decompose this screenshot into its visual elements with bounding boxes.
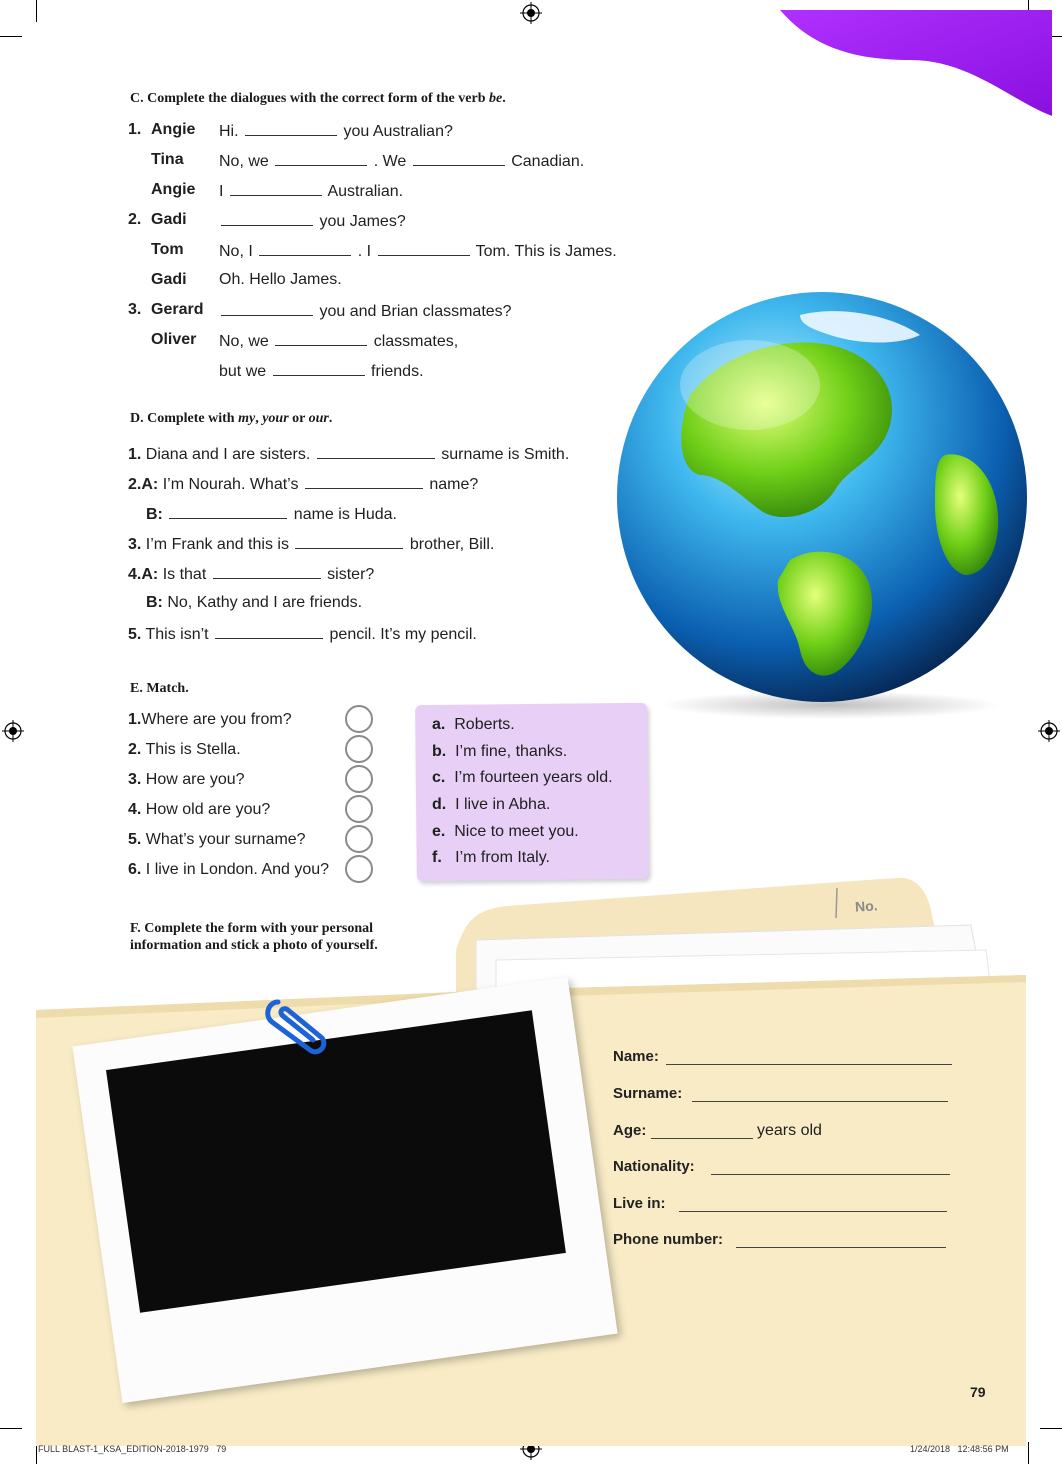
dialogue-text-part: No, we [219, 333, 269, 350]
heading-line: information and stick a photo of yourself. [130, 938, 378, 953]
match-question [128, 831, 306, 849]
heading-emphasis: your [262, 411, 289, 426]
answer-letter: f. [432, 849, 442, 866]
speaker-name: Gadi [151, 211, 187, 228]
exercise-text: brother, Bill. [409, 536, 495, 553]
exercise-text: Diana and I are sisters. [145, 446, 311, 463]
exercise-row [128, 534, 494, 554]
dialogue-text [219, 151, 584, 171]
section-e-heading: E. Match. [130, 681, 189, 696]
globe-image [600, 275, 1045, 720]
item-number: 5. [128, 831, 142, 848]
dialogue-text-part: I [219, 183, 224, 200]
live-in-label: Live in: [613, 1195, 666, 1212]
answer-letter: d. [432, 796, 447, 813]
heading-text: D. Complete with [130, 411, 239, 426]
match-answer [432, 796, 550, 814]
registration-mark-icon [520, 2, 542, 24]
answer-circle[interactable] [345, 765, 373, 793]
item-number: 3. [128, 301, 142, 318]
file-info: FULL BLAST-1_KSA_EDITION-2018-1979 79 [38, 1444, 227, 1454]
exercise-row [128, 444, 569, 464]
crop-mark [0, 36, 22, 37]
dialogue-text [219, 301, 512, 321]
item-number: 3. [128, 771, 142, 788]
heading-text: . [328, 411, 333, 426]
answer-blank[interactable] [213, 564, 321, 579]
answer-text: I live in Abha. [455, 796, 551, 813]
question-text: How old are you? [145, 801, 271, 818]
heading-emphasis: be [489, 91, 503, 106]
folder-tab-label: No. [854, 897, 879, 915]
match-answer [432, 823, 579, 841]
answer-letter: e. [432, 823, 446, 840]
print-timestamp: 1/24/2018 12:48:56 PM [910, 1444, 1009, 1454]
dialogue-text-part: Tom. This is James. [475, 243, 617, 260]
dialogue-text-part: you and Brian classmates? [319, 303, 512, 320]
surname-field[interactable] [692, 1101, 948, 1102]
photo-frame[interactable] [72, 977, 617, 1403]
match-question [128, 711, 292, 729]
dialogue-text-part: classmates, [373, 333, 459, 350]
dialogue-text-part: Canadian. [511, 153, 585, 170]
answer-blank[interactable] [230, 181, 322, 196]
answer-blank[interactable] [245, 121, 337, 136]
answer-letter: c. [432, 769, 446, 786]
match-answer [432, 716, 515, 734]
answer-circle[interactable] [345, 705, 373, 733]
dialogue-text-part: . We [373, 153, 407, 170]
item-number: 1. [128, 121, 142, 138]
crop-mark [0, 1428, 22, 1429]
heading-emphasis: my [238, 411, 256, 426]
dialogue-text [219, 361, 424, 381]
exercise-row [128, 564, 374, 584]
answer-blank[interactable] [259, 241, 351, 256]
dialogue-text-part: but we [219, 363, 267, 380]
answer-blank[interactable] [305, 474, 423, 489]
heading-text: C. Complete the dialogues with the correct form of the verb [130, 91, 489, 106]
dialogue-text [219, 241, 617, 261]
speaker-name: Oliver [151, 331, 197, 348]
dialogue-text [219, 181, 403, 201]
registration-mark-icon [2, 720, 24, 742]
speaker-name: Angie [151, 121, 196, 138]
dialogue-text-part: friends. [371, 363, 424, 380]
answer-blank[interactable] [378, 241, 470, 256]
item-number: 1. [128, 446, 142, 463]
dialogue-text-part: Hi. [219, 123, 239, 140]
match-question [128, 741, 241, 759]
answer-circle[interactable] [345, 825, 373, 853]
answer-text: I’m fourteen years old. [454, 769, 613, 786]
answer-blank[interactable] [317, 444, 435, 459]
match-answer [432, 849, 550, 867]
paper-clip-icon [258, 988, 338, 1068]
exercise-text: No, Kathy and I are friends. [167, 594, 363, 611]
phone-label: Phone number: [613, 1231, 724, 1248]
dialogue-text-part: No, we [219, 153, 269, 170]
dialogue-text [219, 211, 406, 231]
match-question [128, 801, 270, 819]
age-suffix: years old [757, 1122, 822, 1139]
speaker-name: Tina [151, 151, 184, 168]
question-text: I live in London. And you? [145, 861, 330, 878]
item-number: 2. [128, 211, 142, 228]
dialogue-text-part: you James? [319, 213, 406, 230]
exercise-text: I’m Nourah. What’s [162, 476, 299, 493]
registration-mark-icon [1038, 720, 1060, 742]
heading-text: . [502, 91, 506, 106]
answer-blank[interactable] [215, 624, 323, 639]
speaker-label: A: [141, 566, 159, 583]
item-number: 4. [128, 801, 142, 818]
speaker-label: B: [146, 506, 163, 523]
item-number: 4. [128, 566, 142, 583]
question-text: What’s your surname? [145, 831, 306, 848]
exercise-text: surname is Smith. [441, 446, 570, 463]
answer-circle[interactable] [345, 795, 373, 823]
dialogue-text: Oh. Hello James. [219, 271, 342, 288]
speaker-name: Tom [151, 241, 184, 258]
heading-text: or [288, 411, 309, 426]
purple-corner-tab [780, 0, 1062, 120]
question-text: This is Stella. [145, 741, 241, 758]
item-number: 1. [128, 711, 142, 728]
answer-blank[interactable] [221, 211, 313, 226]
speaker-name: Gerard [151, 301, 204, 318]
dialogue-text-part: Australian. [327, 183, 404, 200]
answer-blank[interactable] [295, 534, 403, 549]
nationality-field[interactable] [711, 1174, 950, 1175]
speaker-name: Gadi [151, 271, 187, 288]
dialogue-text-part: . I [357, 243, 372, 260]
answer-letter: a. [432, 716, 446, 733]
dialogue-text [219, 121, 453, 141]
exercise-row [146, 594, 362, 612]
heading-emphasis: our [308, 411, 329, 426]
item-number: 6. [128, 861, 142, 878]
answer-circle[interactable] [345, 735, 373, 763]
phone-field[interactable] [736, 1247, 946, 1248]
item-number: 2. [128, 476, 142, 493]
match-answer [432, 743, 567, 761]
section-c-heading [130, 91, 506, 107]
heading-text: , [255, 411, 263, 426]
age-label: Age: [613, 1122, 647, 1139]
question-text: Where are you from? [141, 711, 292, 728]
answer-text: Roberts. [454, 716, 515, 733]
question-text: How are you? [145, 771, 245, 788]
page-number: 79 [970, 1384, 986, 1400]
answer-blank[interactable] [275, 331, 367, 346]
answer-blank[interactable] [273, 361, 365, 376]
answer-blank[interactable] [221, 301, 313, 316]
item-number: 3. [128, 536, 142, 553]
heading-line: F. Complete the form with your personal [130, 921, 374, 936]
section-f-heading [130, 920, 378, 954]
answer-text: I’m from Italy. [455, 849, 550, 866]
speaker-label: A: [141, 476, 159, 493]
match-question [128, 771, 245, 789]
section-d-heading [130, 411, 332, 427]
crop-mark [36, 0, 37, 22]
exercise-row [128, 474, 478, 494]
exercise-text: Is that [162, 566, 207, 583]
answer-text: I’m fine, thanks. [455, 743, 568, 760]
match-answer [432, 769, 613, 787]
answer-letter: b. [432, 743, 447, 760]
name-label: Name: [613, 1048, 659, 1065]
exercise-text: name is Huda. [293, 506, 397, 523]
speaker-name: Angie [151, 181, 196, 198]
answer-blank[interactable] [275, 151, 367, 166]
name-field[interactable] [666, 1064, 952, 1065]
answer-blank[interactable] [169, 504, 287, 519]
exercise-text: I’m Frank and this is [145, 536, 289, 553]
dialogue-text-part: No, I [219, 243, 253, 260]
nationality-label: Nationality: [613, 1158, 695, 1175]
exercise-text: sister? [327, 566, 375, 583]
exercise-row [128, 624, 477, 644]
speaker-label: B: [146, 594, 163, 611]
exercise-text: name? [429, 476, 479, 493]
dialogue-text [219, 331, 458, 351]
answer-blank[interactable] [413, 151, 505, 166]
live-in-field[interactable] [679, 1211, 947, 1212]
exercise-text: This isn’t [145, 626, 209, 643]
item-number: 5. [128, 626, 142, 643]
exercise-text: pencil. It’s my pencil. [329, 626, 477, 643]
surname-label: Surname: [613, 1085, 683, 1102]
exercise-row [146, 504, 397, 524]
age-field[interactable] [651, 1138, 753, 1139]
item-number: 2. [128, 741, 142, 758]
answer-text: Nice to meet you. [454, 823, 579, 840]
dialogue-text-part: you Australian? [343, 123, 453, 140]
